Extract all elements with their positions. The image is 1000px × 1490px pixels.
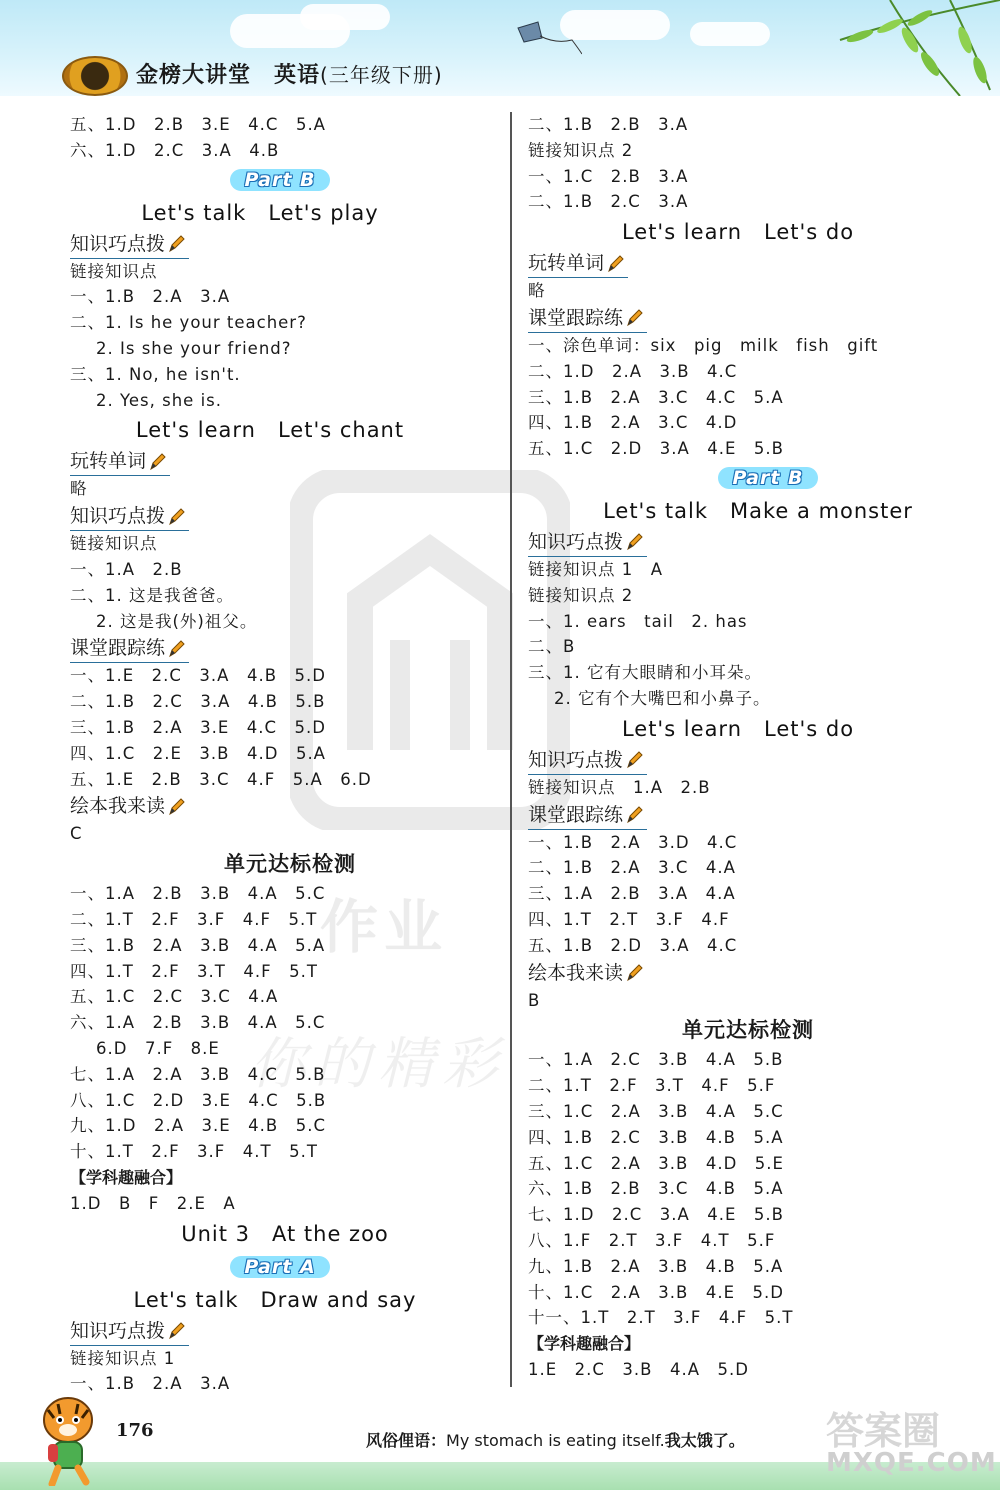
answer-line: 链接知识点 2	[528, 140, 634, 160]
answer-line: 九、1.D 2.A 3.E 4.B 5.C	[70, 1116, 326, 1136]
answer-line: 一、1.A 2.C 3.B 4.A 5.B	[528, 1050, 784, 1070]
answer-line: 六、1.D 2.C 3.A 4.B	[70, 140, 280, 160]
pencil-icon	[148, 452, 166, 472]
answer-line: 三、1.B 2.A 3.C 4.C 5.A	[528, 387, 784, 407]
site-watermark-logo: 答案圈	[826, 1409, 941, 1453]
answer-line: 五、1.D 2.B 3.E 4.C 5.A	[70, 115, 326, 134]
answer-line: 6.D 7.F 8.E	[96, 1038, 220, 1058]
pencil-icon	[625, 308, 643, 328]
answer-column-left	[70, 112, 490, 1397]
answer-line: 2. Yes, she is.	[96, 390, 222, 410]
answer-line: 一、1. ears tail 2. has	[528, 611, 748, 631]
answer-line: 链接知识点 1	[70, 1348, 176, 1368]
answer-line: 1.E 2.C 3.B 4.A 5.D	[528, 1359, 749, 1379]
answer-line: 二、1.T 2.F 3.F 4.F 5.T	[70, 909, 318, 929]
answer-line: 一、1.A 2.B	[70, 559, 183, 579]
answer-line: 十、1.C 2.A 3.B 4.E 5.D	[528, 1282, 784, 1302]
pencil-icon	[625, 532, 643, 552]
section-row	[528, 801, 948, 830]
part-badge: Part B	[230, 169, 329, 191]
page-number: 176	[116, 1420, 154, 1441]
pencil-icon	[167, 639, 185, 659]
cloud-decoration	[300, 4, 390, 30]
answer-line: 四、1.C 2.E 3.B 4.D 5.A	[70, 743, 326, 763]
lesson-heading: Let's talk Let's play	[141, 200, 379, 225]
book-title: 金榜大讲堂 英语(三年级下册)	[136, 63, 443, 88]
answer-line: 十一、1.T 2.T 3.F 4.F 5.T	[528, 1308, 794, 1328]
site-watermark-url: MXQE.COM	[826, 1448, 997, 1478]
subject-fusion-label: 【学科趣融合】	[70, 1167, 183, 1187]
kite-icon	[512, 18, 582, 58]
lesson-heading: Let's learn Let's do	[621, 220, 855, 245]
answer-line: 一、1.B 2.A 3.A	[70, 287, 231, 307]
answer-line: 一、1.C 2.B 3.A	[528, 166, 689, 186]
answer-line: 链接知识点 1 A	[528, 559, 664, 579]
answer-line: B	[528, 990, 541, 1010]
answer-line: 略	[528, 281, 546, 301]
answer-line: 五、1.C 2.D 3.A 4.E 5.B	[528, 439, 784, 459]
pencil-icon	[167, 1321, 185, 1341]
answer-line: 二、B	[528, 637, 576, 657]
answer-line: 一、1.A 2.B 3.B 4.A 5.C	[70, 884, 326, 904]
answer-line: 三、1.C 2.A 3.B 4.A 5.C	[528, 1101, 784, 1121]
answer-line: 二、1. 这是我爸爸。	[70, 585, 234, 605]
section-title: 知识巧点拨	[528, 747, 647, 775]
unit-test-heading: 单元达标检测	[682, 1018, 814, 1043]
answer-line: 四、1.B 2.A 3.C 4.D	[528, 413, 738, 433]
answer-line: 二、1.D 2.A 3.B 4.C	[528, 361, 738, 381]
leaves-decoration	[830, 0, 1000, 96]
section-title: 玩转单词	[528, 250, 628, 278]
section-row	[528, 746, 948, 775]
part-badge: Part B	[718, 467, 817, 489]
pencil-icon	[625, 805, 643, 825]
answer-line: 2. 它有个大嘴巴和小鼻子。	[554, 688, 771, 708]
part-badge: Part A	[230, 1256, 329, 1278]
answer-line: 2. Is she your friend?	[96, 338, 292, 358]
answer-line: 五、1.B 2.D 3.A 4.C	[528, 935, 738, 955]
answer-line: 五、1.C 2.C 3.C 4.A	[70, 987, 279, 1007]
proverb-chinese: 我太饿了。	[664, 1431, 745, 1450]
pencil-icon	[606, 254, 624, 274]
answer-line: 二、1.B 2.A 3.C 4.A	[528, 858, 736, 878]
watermark-text: 你的精彩	[250, 1032, 506, 1097]
answer-line: 二、1.T 2.F 3.T 4.F 5.F	[528, 1076, 776, 1096]
section-title: 课堂跟踪练	[528, 305, 647, 333]
answer-line: 链接知识点	[70, 261, 158, 281]
section-row	[70, 447, 490, 476]
answer-line: 二、1.B 2.C 3.A	[528, 192, 689, 212]
answer-line: 三、1.A 2.B 3.A 4.A	[528, 884, 736, 904]
answer-line: 1.D B F 2.E A	[70, 1193, 236, 1213]
section-title: 知识巧点拨	[70, 231, 189, 259]
section-title: 课堂跟踪练	[528, 802, 647, 830]
answer-line: 八、1.F 2.T 3.F 4.T 5.F	[528, 1230, 776, 1250]
answer-line: 五、1.E 2.B 3.C 4.F 5.A 6.D	[70, 769, 372, 789]
answer-line: 二、1. Is he your teacher?	[70, 313, 307, 333]
section-title: 知识巧点拨	[70, 1318, 189, 1346]
answer-line: 略	[70, 479, 88, 499]
lesson-heading: Let's talk Draw and say	[133, 1287, 417, 1312]
answer-line: 一、1.B 2.A 3.D 4.C	[528, 832, 738, 852]
proverb-line	[366, 1428, 745, 1451]
section-title: 知识巧点拨	[70, 503, 189, 531]
section-title: 玩转单词	[70, 448, 170, 476]
watermark-text: 作业	[320, 893, 449, 961]
answer-line: 十、1.T 2.F 3.F 4.T 5.T	[70, 1142, 318, 1162]
answer-line: 链接知识点	[70, 534, 158, 554]
pencil-icon	[167, 234, 185, 254]
section-row	[70, 792, 490, 821]
answer-line: 三、1. No, he isn't.	[70, 364, 241, 384]
answer-line: 二、1.B 2.C 3.A 4.B 5.B	[70, 692, 326, 712]
lesson-heading: Let's learn Let's do	[621, 716, 855, 741]
answer-line: 三、1. 它有大眼睛和小耳朵。	[528, 663, 762, 683]
section-row	[528, 304, 948, 333]
section-row	[70, 1317, 490, 1346]
unit-heading: Unit 3 At the zoo	[181, 1221, 389, 1246]
section-title: 课堂跟踪练	[70, 635, 189, 663]
answer-line: 五、1.C 2.A 3.B 4.D 5.E	[528, 1153, 784, 1173]
subject-fusion-label: 【学科趣融合】	[528, 1334, 641, 1354]
proverb-english: My stomach is eating itself.	[446, 1431, 665, 1450]
section-row	[528, 528, 948, 557]
answer-line: 链接知识点 1.A 2.B	[528, 777, 711, 797]
pencil-icon	[167, 507, 185, 527]
lesson-heading: Let's talk Make a monster	[603, 498, 913, 523]
lesson-heading: Let's learn Let's chant	[135, 418, 405, 443]
part-badge-row	[70, 164, 490, 196]
answer-line: 六、1.B 2.B 3.C 4.B 5.A	[528, 1179, 784, 1199]
answer-line: 七、1.A 2.A 3.B 4.C 5.B	[70, 1064, 326, 1084]
proverb-label: 风俗俚语：	[366, 1431, 447, 1450]
answer-line: 八、1.C 2.D 3.E 4.C 5.B	[70, 1090, 327, 1110]
answer-line: 一、1.E 2.C 3.A 4.B 5.D	[70, 666, 326, 686]
answer-line: 四、1.T 2.F 3.T 4.F 5.T	[70, 961, 318, 981]
section-row	[70, 634, 490, 663]
answer-line: 七、1.D 2.C 3.A 4.E 5.B	[528, 1205, 784, 1225]
pencil-icon	[625, 750, 643, 770]
answer-line: 一、涂色单词：six pig milk fish gift	[528, 335, 879, 355]
part-badge-row	[528, 462, 948, 494]
cloud-decoration	[690, 22, 770, 46]
answer-line: 九、1.B 2.A 3.B 4.B 5.A	[528, 1256, 784, 1276]
part-badge-row	[70, 1251, 490, 1283]
answer-line: 一、1.B 2.A 3.A	[70, 1374, 231, 1394]
column-divider	[510, 112, 512, 1387]
answer-line: 六、1.A 2.B 3.B 4.A 5.C	[70, 1013, 326, 1033]
answer-line: 链接知识点 2	[528, 585, 634, 605]
section-title: 绘本我来读	[70, 793, 189, 820]
section-row	[528, 249, 948, 278]
answer-line: 三、1.B 2.A 3.E 4.C 5.D	[70, 717, 326, 737]
pencil-icon	[625, 963, 643, 983]
answer-line: 四、1.T 2.T 3.F 4.F	[528, 909, 730, 929]
answer-line: 四、1.B 2.C 3.B 4.B 5.A	[528, 1127, 784, 1147]
section-row	[70, 230, 490, 259]
answer-line: 三、1.B 2.A 3.B 4.A 5.A	[70, 935, 326, 955]
page-header	[0, 0, 1000, 96]
answer-line: 二、1.B 2.B 3.A	[528, 115, 689, 134]
pencil-icon	[167, 797, 185, 817]
section-title: 绘本我来读	[528, 960, 647, 987]
answer-line: 2. 这是我(外)祖父。	[96, 611, 258, 631]
section-row	[70, 502, 490, 531]
tiger-mascot-icon	[28, 1392, 108, 1486]
logo-badge-icon	[62, 56, 128, 96]
section-title: 知识巧点拨	[528, 529, 647, 557]
answer-line: C	[70, 824, 83, 844]
answer-column-right	[528, 112, 948, 1383]
unit-test-heading: 单元达标检测	[224, 852, 356, 877]
section-row	[528, 959, 948, 988]
